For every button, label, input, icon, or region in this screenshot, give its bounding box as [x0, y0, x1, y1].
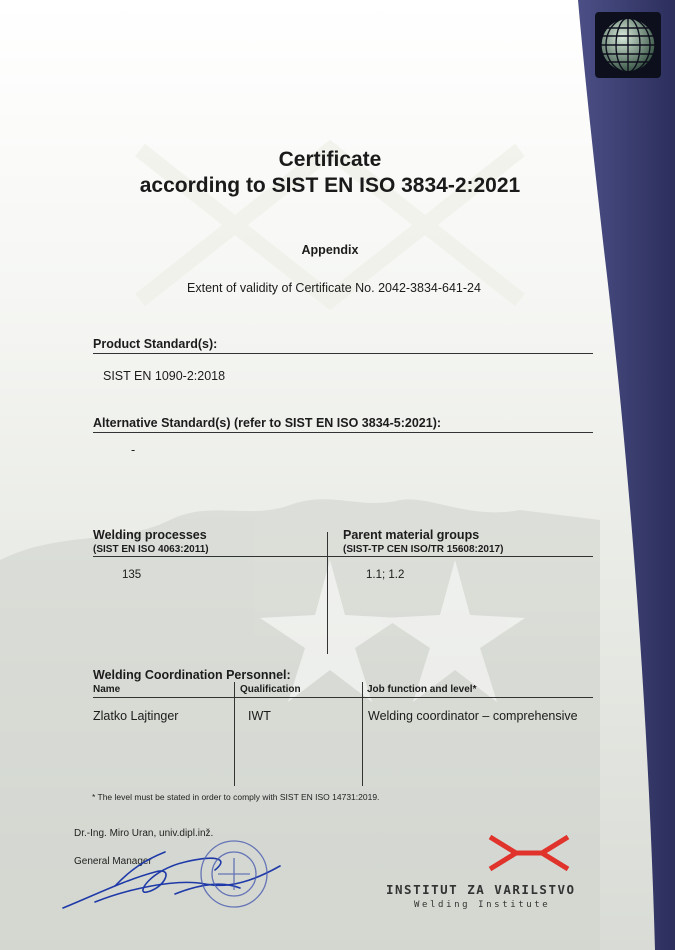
parent-material-standard: (SIST-TP CEN ISO/TR 15608:2017)	[343, 544, 504, 555]
personnel-heading: Welding Coordination Personnel:	[93, 668, 291, 682]
signatory-name: Dr.-Ing. Miro Uran, univ.dipl.inž.	[74, 828, 214, 839]
personnel-qualification: IWT	[248, 709, 271, 723]
personnel-column-divider-1	[234, 682, 235, 786]
alternative-standards-value: -	[131, 443, 136, 457]
personnel-column-divider-2	[362, 682, 363, 786]
institute-subtitle: Welding Institute	[414, 900, 551, 910]
personnel-header-divider	[93, 697, 593, 698]
footnote: * The level must be stated in order to comply with SIST EN ISO 14731:2019.	[92, 792, 380, 802]
extent-of-validity: Extent of validity of Certificate No. 2042-3834-641-24	[187, 281, 481, 295]
official-stamp	[198, 838, 270, 910]
globe-icon	[595, 12, 661, 78]
institute-logo	[486, 833, 572, 873]
institute-name: INSTITUT ZA VARILSTVO	[386, 882, 576, 897]
welding-processes-heading: Welding processes	[93, 528, 207, 542]
personnel-col-name: Name	[93, 684, 121, 695]
welding-process-value: 135	[122, 569, 142, 581]
product-standards-value: SIST EN 1090-2:2018	[103, 369, 226, 383]
processes-divider	[93, 556, 593, 557]
welding-processes-standard: (SIST EN ISO 4063:2011)	[93, 544, 209, 555]
parent-material-heading: Parent material groups	[343, 528, 480, 542]
appendix-label: Appendix	[301, 243, 359, 257]
signatory-title: General Manager	[74, 856, 152, 867]
personnel-col-job: Job function and level*	[367, 684, 477, 695]
certificate-title: Certificate	[278, 148, 382, 171]
alternative-standards-heading: Alternative Standard(s) (refer to SIST EN ISO 3834-5:2021):	[93, 416, 593, 433]
personnel-job: Welding coordinator – comprehensive	[368, 709, 578, 723]
globe-logo	[595, 12, 661, 78]
certificate-subtitle: according to SIST EN ISO 3834-2:2021	[139, 174, 521, 197]
product-standards-heading: Product Standard(s):	[93, 337, 593, 354]
personnel-col-qualification: Qualification	[240, 684, 301, 695]
parent-material-value: 1.1; 1.2	[366, 569, 405, 581]
personnel-name: Zlatko Lajtinger	[93, 709, 179, 723]
processes-column-divider	[327, 532, 328, 654]
